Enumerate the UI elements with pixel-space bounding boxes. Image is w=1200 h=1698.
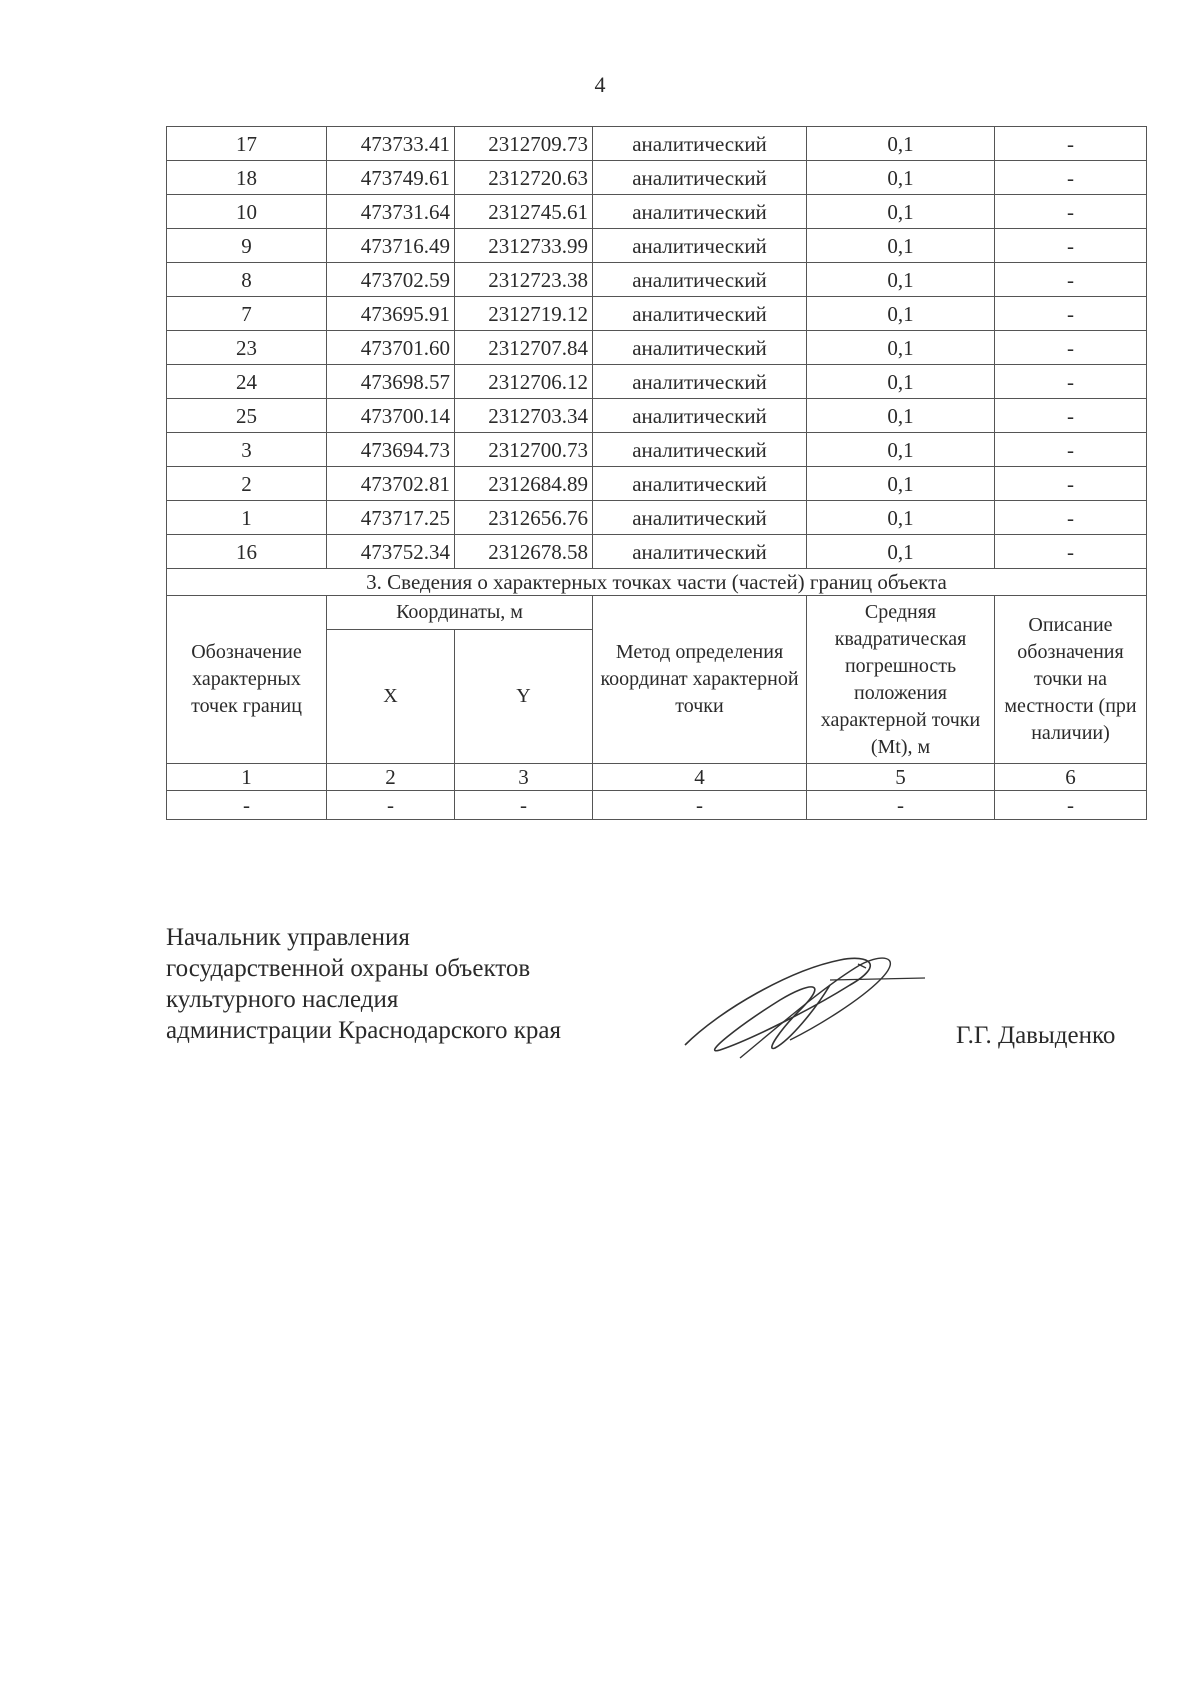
point-number: 7 xyxy=(167,297,327,331)
description: - xyxy=(995,229,1147,263)
mean-error: 0,1 xyxy=(807,127,995,161)
empty-cell: - xyxy=(807,791,995,820)
coord-y: 2312656.76 xyxy=(455,501,593,535)
coord-x: 473733.41 xyxy=(327,127,455,161)
mean-error: 0,1 xyxy=(807,161,995,195)
coordinates-table-container xyxy=(166,126,1146,820)
coord-y: 2312678.58 xyxy=(455,535,593,569)
coord-y: 2312709.73 xyxy=(455,127,593,161)
col-number: 2 xyxy=(327,764,455,791)
description: - xyxy=(995,467,1147,501)
section3 xyxy=(167,569,1147,820)
mean-error: 0,1 xyxy=(807,195,995,229)
coord-x: 473702.81 xyxy=(327,467,455,501)
table-row xyxy=(167,297,1147,331)
point-number: 17 xyxy=(167,127,327,161)
method: аналитический xyxy=(593,535,807,569)
table-row xyxy=(167,433,1147,467)
mean-error: 0,1 xyxy=(807,535,995,569)
signer-position xyxy=(166,922,561,1046)
point-number: 23 xyxy=(167,331,327,365)
description: - xyxy=(995,331,1147,365)
table-row xyxy=(167,501,1147,535)
table-row xyxy=(167,263,1147,297)
coord-y: 2312733.99 xyxy=(455,229,593,263)
coord-x: 473716.49 xyxy=(327,229,455,263)
col-number: 4 xyxy=(593,764,807,791)
coord-x: 473702.59 xyxy=(327,263,455,297)
table-row xyxy=(167,161,1147,195)
header-designation: Обозначение характерных точек границ xyxy=(167,596,327,764)
col-number: 1 xyxy=(167,764,327,791)
description: - xyxy=(995,161,1147,195)
point-number: 3 xyxy=(167,433,327,467)
empty-cell: - xyxy=(995,791,1147,820)
coord-x: 473695.91 xyxy=(327,297,455,331)
coord-x: 473752.34 xyxy=(327,535,455,569)
empty-cell: - xyxy=(455,791,593,820)
description: - xyxy=(995,263,1147,297)
point-number: 9 xyxy=(167,229,327,263)
empty-cell: - xyxy=(167,791,327,820)
coordinates-table xyxy=(166,126,1147,820)
mean-error: 0,1 xyxy=(807,331,995,365)
method: аналитический xyxy=(593,263,807,297)
mean-error: 0,1 xyxy=(807,399,995,433)
mean-error: 0,1 xyxy=(807,263,995,297)
description: - xyxy=(995,365,1147,399)
mean-error: 0,1 xyxy=(807,433,995,467)
points-rows xyxy=(167,127,1147,569)
method: аналитический xyxy=(593,195,807,229)
coord-x: 473700.14 xyxy=(327,399,455,433)
method: аналитический xyxy=(593,501,807,535)
header-x: X xyxy=(327,630,455,764)
point-number: 1 xyxy=(167,501,327,535)
point-number: 8 xyxy=(167,263,327,297)
description: - xyxy=(995,399,1147,433)
point-number: 10 xyxy=(167,195,327,229)
handwritten-signature xyxy=(680,940,930,1070)
description: - xyxy=(995,297,1147,331)
coord-x: 473749.61 xyxy=(327,161,455,195)
table-row xyxy=(167,229,1147,263)
table-row xyxy=(167,467,1147,501)
method: аналитический xyxy=(593,467,807,501)
table-row xyxy=(167,399,1147,433)
mean-error: 0,1 xyxy=(807,365,995,399)
page-number: 4 xyxy=(594,72,606,97)
header-method: Метод определения координат характерной точки xyxy=(593,596,807,764)
header-y: Y xyxy=(455,630,593,764)
signer-name: Г.Г. Давыденко xyxy=(956,1022,1116,1049)
coord-y: 2312706.12 xyxy=(455,365,593,399)
mean-error: 0,1 xyxy=(807,467,995,501)
coord-y: 2312703.34 xyxy=(455,399,593,433)
coord-y: 2312707.84 xyxy=(455,331,593,365)
coord-y: 2312720.63 xyxy=(455,161,593,195)
point-number: 16 xyxy=(167,535,327,569)
mean-error: 0,1 xyxy=(807,229,995,263)
table-row xyxy=(167,127,1147,161)
col-number: 3 xyxy=(455,764,593,791)
method: аналитический xyxy=(593,229,807,263)
method: аналитический xyxy=(593,365,807,399)
description: - xyxy=(995,433,1147,467)
table-row xyxy=(167,331,1147,365)
coord-x: 473698.57 xyxy=(327,365,455,399)
empty-cell: - xyxy=(593,791,807,820)
header-desc: Описание обозначения точки на местности (при наличии) xyxy=(995,596,1147,764)
header-coords: Координаты, м xyxy=(327,596,593,630)
coord-y: 2312700.73 xyxy=(455,433,593,467)
header-mt: Средняя квадратическая погрешность положения характерной точки (Mt), м xyxy=(807,596,995,764)
table-row xyxy=(167,535,1147,569)
point-number: 24 xyxy=(167,365,327,399)
coord-y: 2312723.38 xyxy=(455,263,593,297)
coord-y: 2312684.89 xyxy=(455,467,593,501)
method: аналитический xyxy=(593,433,807,467)
signer-position-line: культурного наследия xyxy=(166,986,399,1013)
mean-error: 0,1 xyxy=(807,297,995,331)
col-number: 6 xyxy=(995,764,1147,791)
coord-x: 473694.73 xyxy=(327,433,455,467)
table-row xyxy=(167,365,1147,399)
signer-position-line: Начальник управления xyxy=(166,924,410,951)
section3-title: 3. Сведения о характерных точках части (частей) границ объекта xyxy=(167,569,1147,596)
point-number: 25 xyxy=(167,399,327,433)
description: - xyxy=(995,535,1147,569)
coord-x: 473731.64 xyxy=(327,195,455,229)
description: - xyxy=(995,127,1147,161)
method: аналитический xyxy=(593,127,807,161)
method: аналитический xyxy=(593,331,807,365)
coord-x: 473717.25 xyxy=(327,501,455,535)
coord-y: 2312719.12 xyxy=(455,297,593,331)
col-number: 5 xyxy=(807,764,995,791)
point-number: 2 xyxy=(167,467,327,501)
coord-x: 473701.60 xyxy=(327,331,455,365)
mean-error: 0,1 xyxy=(807,501,995,535)
empty-cell: - xyxy=(327,791,455,820)
method: аналитический xyxy=(593,297,807,331)
method: аналитический xyxy=(593,161,807,195)
description: - xyxy=(995,195,1147,229)
description: - xyxy=(995,501,1147,535)
signer-position-line: государственной охраны объектов xyxy=(166,955,531,982)
table-row xyxy=(167,195,1147,229)
signer-position-line: администрации Краснодарского края xyxy=(166,1017,562,1044)
coord-y: 2312745.61 xyxy=(455,195,593,229)
point-number: 18 xyxy=(167,161,327,195)
method: аналитический xyxy=(593,399,807,433)
